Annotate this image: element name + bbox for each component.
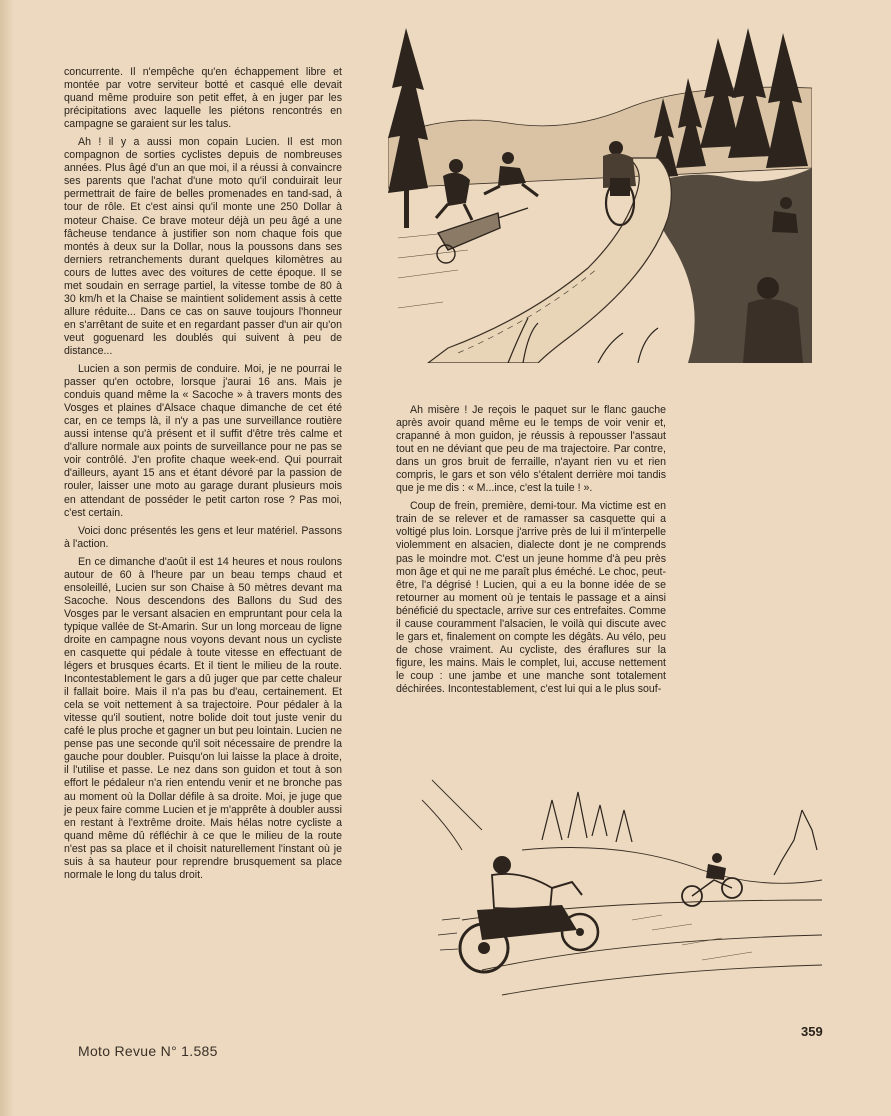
article-paragraph: Ah ! il y a aussi mon copain Lucien. Il est mon compagnon de sorties cyclistes depuis de nombreuses années. Plus âgé d'un an que moi, il a réussi à convaincre ses parents que l'achat d'une moto qu'il conduirait leur permettrait de faire de belles promenades en tand-sad, à tour de rôle. Et c'est ainsi qu'il monte une 250 Dollar à moteur Chaise. Ce brave moteur déjà un peu âgé a une fâcheuse tendance à justifier son nom chaque fois que montés à deux sur la Dollar, nous la poussons dans ses derniers retranchements durant quelques kilomètres au cours de luttes avec des voitures de cette époque. Il se met soudain en serrage partiel, la vitesse tombe de 80 à 30 km/h et la Chaise se maintient solidement assis à cette allure réduite... Dans ce cas on sauve toujours l'honneur en s'arrêtant de suite et en regardant passer d'un air qu'on veut goguenard les doublés qui suivent à peu de distance... — [64, 136, 342, 357]
motorcycle-overtaking-cyclist-icon — [402, 770, 822, 1010]
page-edge — [0, 0, 14, 1116]
article-paragraph: concurrente. Il n'empêche qu'en échappement libre et montée par votre serviteur botté et casqué elle devait quand même produire son petit effet, à en juger par les précipitations avec laquelle les piétons rencontrés en campagne se garaient sur les talus. — [64, 66, 342, 131]
article-paragraph: En ce dimanche d'août il est 14 heures et nous roulons autour de 60 à l'heure par un beau temps chaud et ensoleillé, Lucien sur son Chaise à 50 mètres devant ma Sacoche. Nous descendons des Ballons du Sud des Vosges par le versant alsacien en empruntant pour cela la typique vallée de St-Amarin. Sur un long morceau de ligne droite en campagne nous voyons devant nous un cycliste en casquette qui pédale à toute vitesse en effectuant de légers et brusques écarts. Et il tient le milieu de la route. Incontestablement le gars a dû juger que par cette chaleur il fallait boire. Mais il n'a pas bu d'eau, certainement. Et cela se voit nettement à sa trajectoire. Pour pédaler à la vitesse qu'il soutient, notre bolide doit tout juste venir du café le plus proche et gagner un but peu lointain. Lucien ne pense pas une seconde qu'il soit nécessaire de prendre la gauche pour doubler. Puisqu'on lui laisse la place à droite, il l'utilise et passe. Le nez dans son guidon et tout à son effort le pédaleur n'a rien entendu venir et ne bronche pas au moment où la Dollar défile à sa droite. Moi, je juge que je peux faire comme Lucien et je m'apprête à doubler aussi en restant à l'extrême droite. Mais hélas notre cycliste a quand même dû réfléchir à ce que le milieu de la route n'est pas sa place et il choisit naturellement l'instant où je suis à sa hauteur pour reprendre brusquement sa place normale le long du talus droit. — [64, 555, 342, 881]
article-paragraph: Ah misère ! Je reçois le paquet sur le flanc gauche après avoir quand même eu le temps de voir venir et, crapanné à mon guidon, je réussis à repousser l'assaut tout en ne déviant que peu de ma trajectoire. Par contre, dans un gros bruit de ferraille, n'ayant rien vu et rien compris, le gars et son vélo s'étalent derrière moi tandis que je me dis : « M...ince, c'est la tuile ! ». — [396, 404, 666, 495]
page-number: 359 — [801, 1024, 823, 1039]
article-paragraph: Voici donc présentés les gens et leur matériel. Passons à l'action. — [64, 524, 342, 550]
article-column-right — [396, 404, 666, 696]
magazine-footer: Moto Revue N° 1.585 — [78, 1043, 218, 1059]
article-paragraph: Lucien a son permis de conduire. Moi, je ne pourrai le passer qu'en octobre, lorsque j'aurai 16 ans. Mais je conduis quand même la « Sacoche » à travers monts des Vosges et plaines d'Alsace chaque dimanche de cet été car, en ce temps là, il n'y a pas une surveillance routière aussi intense qu'à présent et il suffit d'être très calme et d'allure normale aux points de surveillance pour ne pas se voir contrôlé. J'en profite chaque week-end. Qui pourrait d'ailleurs, ayant 15 ans et étant dévoré par la passion de rouler, laisser une moto au garage durant plusieurs mois en attendant de posséder le petit carton rose ? Pas moi, c'est certain. — [64, 363, 342, 519]
motorcycle-cyclist-illustration — [402, 770, 822, 1010]
forest-road-scene-icon — [388, 18, 812, 363]
article-column-left — [64, 66, 342, 882]
forest-road-illustration — [388, 18, 812, 363]
article-paragraph: Coup de frein, première, demi-tour. Ma victime est en train de se relever et de ramasser sa casquette qui a voltigé plus loin. Lorsque j'arrive près de lui il m'interpelle violemment en alsacien, dialecte dont je ne comprends pas le moindre mot. C'est un jeune homme d'à peu près mon âge et qui ne me paraît plus éméché. Le choc, peut-être, l'a dégrisé ! Lucien, qui a eu la bonne idée de se retourner au moment où je tentais le passage et a ainsi bénéficié du spectacle, arrive sur ces entrefaites. Comme il cause couramment l'alsacien, le voilà qui discute avec le gars et, finalement on compte les dégâts. Au vélo, peu de chose vraiment. Au cycliste, des éraflures sur la figure, les mains. Mais le complet, lui, accuse nettement le coup : une jambe et une manche sont totalement déchirées. Incontestablement, c'est lui qui a le plus souf- — [396, 500, 666, 695]
